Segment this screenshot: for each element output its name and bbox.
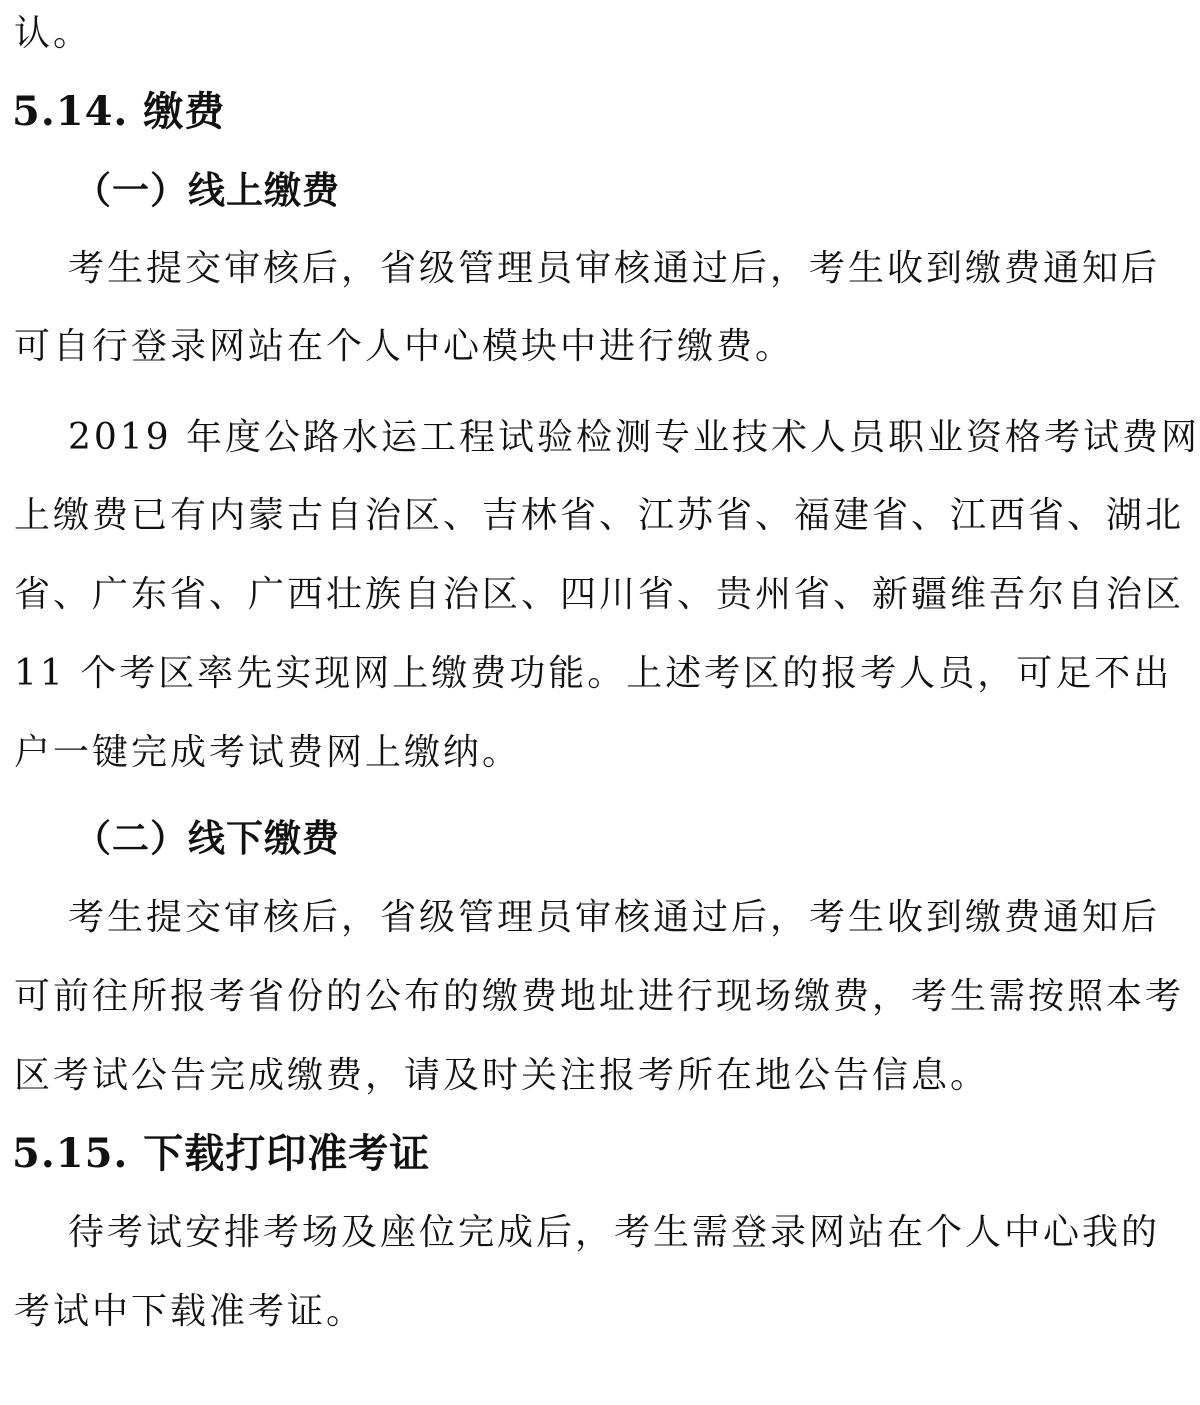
online-para2-line3: 省、广东省、广西壮族自治区、四川省、贵州省、新疆维吾尔自治区	[14, 574, 1185, 615]
online-para2-line4: 11 个考区率先实现网上缴费功能。上述考区的报考人员，可足不出	[14, 653, 1173, 694]
top-fragment-text: 认。	[14, 13, 93, 54]
offline-para1-line3: 区考试公告完成缴费，请及时关注报考所在地公告信息。	[14, 1055, 990, 1096]
online-payment-subheading: （一）线上缴费	[74, 168, 340, 212]
admission-para1-line1: 待考试安排考场及座位完成后，考生需登录网站在个人中心我的	[68, 1212, 1161, 1253]
admission-para1-line2: 考试中下载准考证。	[14, 1291, 366, 1332]
offline-payment-subheading: （二）线下缴费	[74, 816, 340, 860]
online-para2-line2: 上缴费已有内蒙古自治区、吉林省、江苏省、福建省、江西省、湖北	[14, 495, 1185, 536]
section-5-14-heading: 5.14. 缴费	[12, 88, 226, 135]
offline-para1-line2: 可前往所报考省份的公布的缴费地址进行现场缴费，考生需按照本考	[14, 976, 1185, 1017]
online-para2-line1: 2019 年度公路水运工程试验检测专业技术人员职业资格考试费网	[68, 417, 1200, 458]
online-para1-line1: 考生提交审核后，省级管理员审核通过后，考生收到缴费通知后	[68, 248, 1161, 289]
offline-para1-line1: 考生提交审核后，省级管理员审核通过后，考生收到缴费通知后	[68, 897, 1161, 938]
section-5-15-heading: 5.15. 下载打印准考证	[12, 1130, 431, 1177]
online-para2-line5: 户一键完成考试费网上缴纳。	[14, 732, 522, 773]
online-para1-line2: 可自行登录网站在个人中心模块中进行缴费。	[14, 326, 795, 367]
